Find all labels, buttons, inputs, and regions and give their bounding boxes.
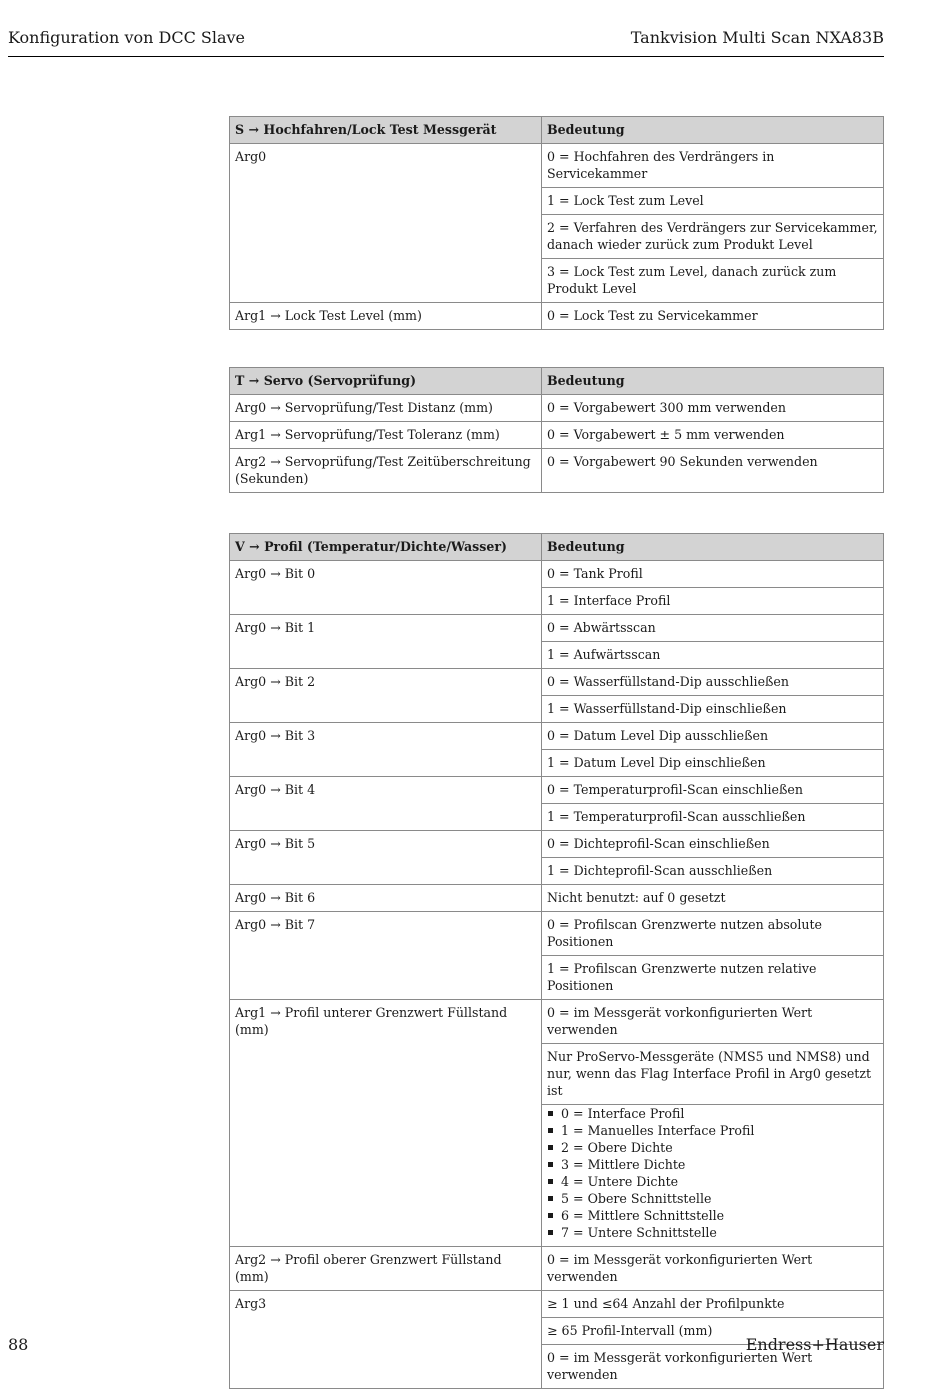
arg-cell: Arg2 → Servoprüfung/Test Zeitüberschreitung (Sekunden) [230,449,542,493]
value-cell: 0 = im Messgerät vorkonfigurierten Wert verwenden [542,1345,884,1389]
table-row [230,912,884,956]
table-t-servo [229,367,884,493]
bullet-item: 6 = Mittlere Schnittstelle [547,1207,878,1224]
value-cell: 0 = im Messgerät vorkonfigurierten Wert verwenden [542,1000,884,1044]
bullet-item: 1 = Manuelles Interface Profil [547,1122,878,1139]
bullet-item: 2 = Obere Dichte [547,1139,878,1156]
table-row [230,561,884,588]
header-divider [8,56,884,57]
column-header-parameter: S → Hochfahren/Lock Test Messgerät [230,117,542,144]
column-header-meaning: Bedeutung [542,534,884,561]
arg-cell: Arg0 → Bit 4 [230,777,542,831]
table-header-row [230,368,884,395]
value-cell: 0 = Profilscan Grenzwerte nutzen absolute Positionen [542,912,884,956]
value-cell: 0 = Datum Level Dip ausschließen [542,723,884,750]
value-cell: 2 = Verfahren des Verdrängers zur Servicekammer, danach wieder zurück zum Produkt Level [542,215,884,259]
table-row [230,831,884,858]
table-row [230,1291,884,1318]
table-header-row [230,534,884,561]
table-v-profile [229,533,884,1389]
value-cell: 0 = Lock Test zu Servicekammer [542,303,884,330]
header-section-title: Konfiguration von DCC Slave [8,28,246,47]
table-row [230,395,884,422]
value-cell: ≥ 1 und ≤64 Anzahl der Profilpunkte [542,1291,884,1318]
bullet-item: 4 = Untere Dichte [547,1173,878,1190]
header-product-name: Tankvision Multi Scan NXA83B [630,28,884,47]
value-cell: Nicht benutzt: auf 0 gesetzt [542,885,884,912]
value-cell: 0 = Vorgabewert 300 mm verwenden [542,395,884,422]
table-row [230,1000,884,1044]
value-cell: 1 = Profilscan Grenzwerte nutzen relative Positionen [542,956,884,1000]
table-row [230,303,884,330]
value-cell: 1 = Lock Test zum Level [542,188,884,215]
value-cell: 0 = Vorgabewert 90 Sekunden verwenden [542,449,884,493]
arg-cell: Arg0 → Bit 1 [230,615,542,669]
bullet-item: 5 = Obere Schnittstelle [547,1190,878,1207]
arg-cell: Arg1 → Profil unterer Grenzwert Füllstand (mm) [230,1000,542,1247]
bullet-item: 3 = Mittlere Dichte [547,1156,878,1173]
arg-cell: Arg0 → Bit 3 [230,723,542,777]
page-number: 88 [8,1335,29,1354]
table-row [230,885,884,912]
value-cell: 0 = Vorgabewert ± 5 mm verwenden [542,422,884,449]
table-row [230,777,884,804]
brand-name: Endress+Hauser [745,1335,884,1354]
arg-cell: Arg0 → Bit 2 [230,669,542,723]
table-row [230,615,884,642]
table-row [230,144,884,188]
column-header-parameter: T → Servo (Servoprüfung) [230,368,542,395]
arg-cell: Arg0 → Bit 5 [230,831,542,885]
arg-cell: Arg3 [230,1291,542,1389]
value-cell: 0 = Hochfahren des Verdrängers in Servicekammer [542,144,884,188]
arg-cell: Arg0 → Bit 0 [230,561,542,615]
value-cell: 0 = Tank Profil [542,561,884,588]
value-cell: 1 = Datum Level Dip einschließen [542,750,884,777]
value-cell: ≥ 65 Profil-Intervall (mm) [542,1318,884,1345]
column-header-meaning: Bedeutung [542,117,884,144]
table-row [230,449,884,493]
column-header-meaning: Bedeutung [542,368,884,395]
arg-cell: Arg1 → Lock Test Level (mm) [230,303,542,330]
arg-cell: Arg2 → Profil oberer Grenzwert Füllstand (mm) [230,1247,542,1291]
table-row [230,669,884,696]
arg-cell: Arg0 → Bit 7 [230,912,542,1000]
arg-cell: Arg0 → Bit 6 [230,885,542,912]
value-cell: 0 = Temperaturprofil-Scan einschließen [542,777,884,804]
value-cell: 0 = im Messgerät vorkonfigurierten Wert verwenden [542,1247,884,1291]
bullet-item: 0 = Interface Profil [547,1105,878,1122]
value-cell: 3 = Lock Test zum Level, danach zurück zum Produkt Level [542,259,884,303]
arg-cell: Arg1 → Servoprüfung/Test Toleranz (mm) [230,422,542,449]
table-row [230,422,884,449]
value-cell: 1 = Temperaturprofil-Scan ausschließen [542,804,884,831]
value-cell: 0 = Wasserfüllstand-Dip ausschließen [542,669,884,696]
value-bullet-list [542,1105,884,1247]
column-header-parameter: V → Profil (Temperatur/Dichte/Wasser) [230,534,542,561]
value-cell: 1 = Dichteprofil-Scan ausschließen [542,858,884,885]
value-cell: 1 = Aufwärtsscan [542,642,884,669]
value-cell: 1 = Wasserfüllstand-Dip einschließen [542,696,884,723]
table-header-row [230,117,884,144]
value-cell: 0 = Dichteprofil-Scan einschließen [542,831,884,858]
table-s-lock-test [229,116,884,330]
value-cell: 0 = Abwärtsscan [542,615,884,642]
bullet-item: 7 = Untere Schnittstelle [547,1224,878,1241]
table-row [230,1247,884,1291]
value-cell: 1 = Interface Profil [542,588,884,615]
arg-cell: Arg0 → Servoprüfung/Test Distanz (mm) [230,395,542,422]
arg-cell: Arg0 [230,144,542,303]
value-note: Nur ProServo-Messgeräte (NMS5 und NMS8) und nur, wenn das Flag Interface Profil in Arg0 gesetzt ist [542,1044,884,1105]
table-row [230,723,884,750]
